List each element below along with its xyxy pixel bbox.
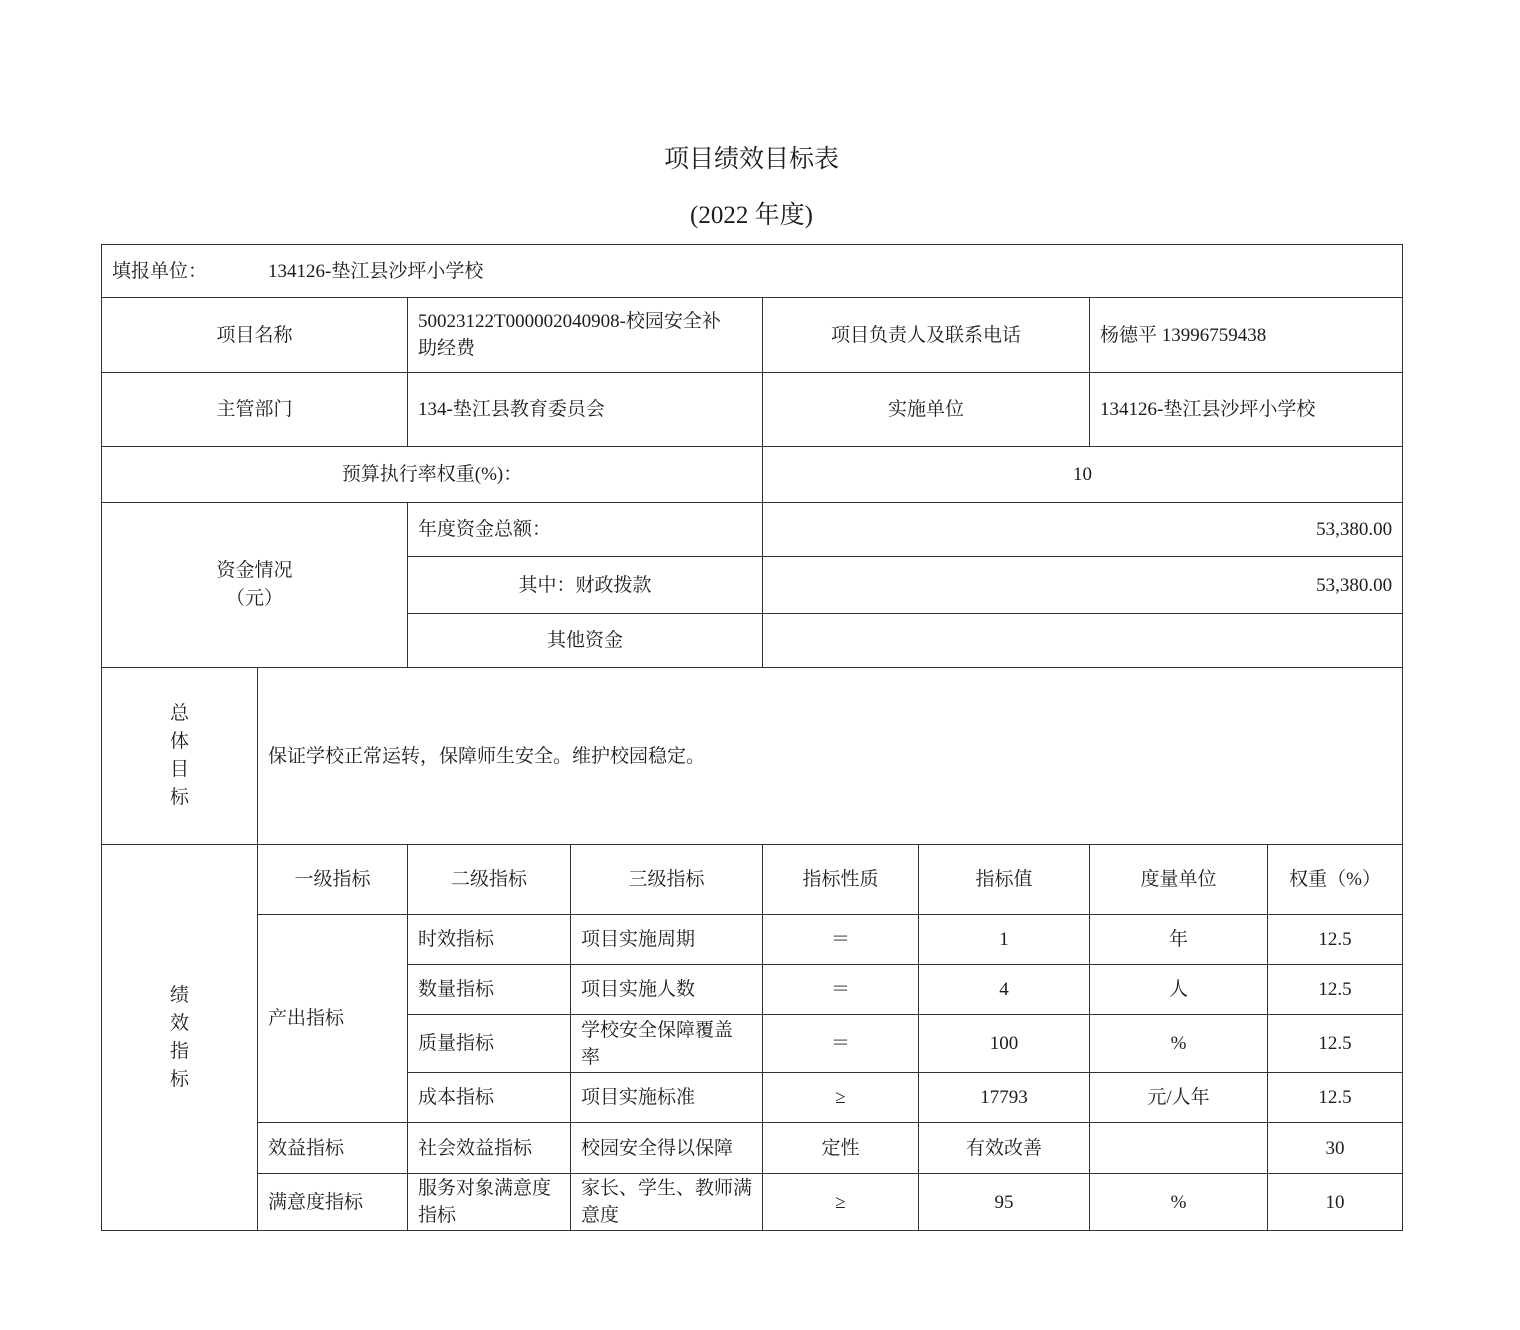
indicator-level3: 学校安全保障覆盖率 [581, 1019, 734, 1068]
indicator-level1: 满意度指标 [258, 1174, 408, 1231]
indicator-row [102, 1174, 1403, 1231]
funds-total-label: 年度资金总额： [408, 503, 763, 557]
indicator-unit: 元/人年 [1090, 1073, 1268, 1123]
reporting-unit-cell [102, 245, 1403, 298]
performance-target-table [101, 244, 1403, 1231]
department-label: 主管部门 [102, 373, 408, 447]
indicator-level1: 产出指标 [258, 915, 408, 1123]
indicator-level3: 项目实施人数 [571, 965, 763, 1015]
project-name-label: 项目名称 [102, 298, 408, 373]
reporting-unit-value: 134126-垫江县沙坪小学校 [268, 260, 484, 282]
funds-other-value [763, 614, 1403, 668]
indicators-label: 绩效指标 [169, 984, 189, 1090]
column-header-weight: 权重（%） [1268, 845, 1403, 915]
funds-label: 资金情况 [216, 560, 293, 581]
column-header-unit: 度量单位 [1090, 845, 1268, 915]
indicator-level2: 质量指标 [408, 1015, 571, 1073]
implementer-value: 134126-垫江县沙坪小学校 [1090, 373, 1403, 447]
document-year: (2022 年度) [690, 202, 813, 229]
indicator-nature: ＝ [763, 915, 919, 965]
indicator-unit: % [1090, 1015, 1268, 1073]
indicator-level3: 项目实施标准 [571, 1073, 763, 1123]
indicator-weight: 12.5 [1268, 965, 1403, 1015]
indicator-unit: 人 [1090, 965, 1268, 1015]
column-header-value: 指标值 [919, 845, 1090, 915]
indicator-unit: 年 [1090, 915, 1268, 965]
indicator-level1: 效益指标 [258, 1123, 408, 1174]
indicator-nature: ＝ [763, 1015, 919, 1073]
indicator-level3: 项目实施周期 [571, 915, 763, 965]
indicator-level3: 家长、学生、教师满意度 [571, 1174, 763, 1231]
indicator-nature: ＝ [763, 965, 919, 1015]
indicator-nature: 定性 [763, 1123, 919, 1174]
indicator-weight: 12.5 [1268, 1073, 1403, 1123]
department-row [102, 373, 1403, 447]
project-name-cell [408, 298, 763, 373]
funds-other-label: 其他资金 [408, 614, 763, 668]
indicator-level2: 社会效益指标 [408, 1123, 571, 1174]
indicator-level3-cell [571, 1015, 763, 1073]
indicator-level2: 成本指标 [408, 1073, 571, 1123]
indicator-level2: 时效指标 [408, 915, 571, 965]
funds-fiscal-value: 53,380.00 [763, 557, 1403, 614]
indicator-weight: 10 [1268, 1174, 1403, 1231]
budget-weight-value: 10 [763, 447, 1403, 503]
indicator-value: 17793 [919, 1073, 1090, 1123]
funds-total-row [102, 503, 1403, 557]
reporting-unit-label: 填报单位： [112, 260, 208, 282]
indicator-value: 有效改善 [919, 1123, 1090, 1174]
project-name-row [102, 298, 1403, 373]
indicator-unit: % [1090, 1174, 1268, 1231]
department-value: 134-垫江县教育委员会 [408, 373, 763, 447]
project-name-value: 50023122T000002040908-校园安全补助经费 [418, 311, 721, 359]
budget-weight-label: 预算执行率权重(%)： [102, 447, 763, 503]
indicator-level3: 校园安全得以保障 [571, 1123, 763, 1174]
indicator-nature: ≥ [763, 1073, 919, 1123]
column-header-level3: 三级指标 [571, 845, 763, 915]
indicator-level2: 数量指标 [408, 965, 571, 1015]
indicator-row [102, 1123, 1403, 1174]
overall-goal-text: 保证学校正常运转，保障师生安全。维护校园稳定。 [258, 668, 1403, 845]
funds-fiscal-label: 其中：财政拨款 [408, 557, 763, 614]
overall-goal-label: 总体目标 [169, 703, 189, 808]
budget-weight-row [102, 447, 1403, 503]
indicator-weight: 30 [1268, 1123, 1403, 1174]
overall-goal-row [102, 668, 1403, 845]
contact-label: 项目负责人及联系电话 [763, 298, 1090, 373]
indicator-unit [1090, 1123, 1268, 1174]
indicators-label-cell [102, 845, 258, 1231]
indicator-value: 95 [919, 1174, 1090, 1231]
indicator-header-row [102, 845, 1403, 915]
column-header-level2: 二级指标 [408, 845, 571, 915]
indicator-row [102, 915, 1403, 965]
overall-goal-label-cell [102, 668, 258, 845]
funds-label-cell [102, 503, 408, 668]
indicator-value: 4 [919, 965, 1090, 1015]
document-title: 项目绩效目标表 [663, 146, 839, 173]
indicator-weight: 12.5 [1268, 1015, 1403, 1073]
indicator-value: 1 [919, 915, 1090, 965]
indicator-level2: 服务对象满意度指标 [408, 1174, 571, 1231]
implementer-label: 实施单位 [763, 373, 1090, 447]
column-header-nature: 指标性质 [763, 845, 919, 915]
contact-value: 杨德平 13996759438 [1090, 298, 1403, 373]
reporting-unit-row [102, 245, 1403, 298]
indicator-weight: 12.5 [1268, 915, 1403, 965]
funds-unit: （元） [225, 588, 283, 609]
column-header-level1: 一级指标 [258, 845, 408, 915]
indicator-value: 100 [919, 1015, 1090, 1073]
funds-total-value: 53,380.00 [763, 503, 1403, 557]
indicator-nature: ≥ [763, 1174, 919, 1231]
